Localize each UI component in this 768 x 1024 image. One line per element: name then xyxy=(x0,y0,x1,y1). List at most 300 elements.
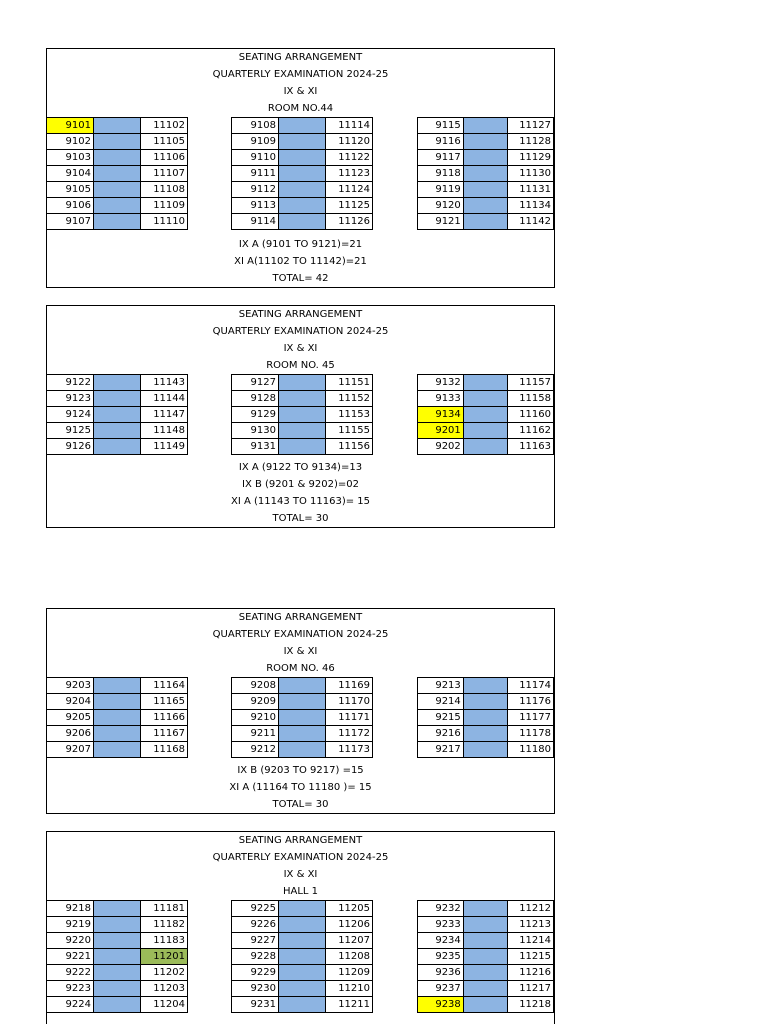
seat-block-2 xyxy=(231,900,373,1013)
class-label: IX & XI xyxy=(283,869,318,880)
seat-block-1 xyxy=(46,374,188,455)
seat-row xyxy=(232,439,373,455)
roll-xi-cell: 11160 xyxy=(507,407,553,423)
seat-fill-cell xyxy=(279,407,326,423)
seat-fill-cell xyxy=(94,742,141,758)
seat-fill-cell xyxy=(279,166,326,182)
footer-line: XI A (11143 TO 11163)= 15 xyxy=(230,496,371,507)
seat-fill-cell xyxy=(279,981,326,997)
roll-ix-cell: 9206 xyxy=(47,726,94,742)
roll-ix-cell: 9229 xyxy=(232,965,279,981)
seat-fill-cell xyxy=(94,949,141,965)
seat-fill-cell xyxy=(463,134,507,150)
seat-fill-cell xyxy=(463,182,507,198)
seat-row xyxy=(47,726,188,742)
seat-row xyxy=(418,375,554,391)
seat-fill-cell xyxy=(94,710,141,726)
seat-fill-cell xyxy=(463,981,507,997)
exam-title: QUARTERLY EXAMINATION 2024-25 xyxy=(212,69,389,80)
roll-ix-cell: 9125 xyxy=(47,423,94,439)
seat-row xyxy=(47,439,188,455)
seat-fill-cell xyxy=(279,949,326,965)
seat-fill-cell xyxy=(94,407,141,423)
seat-row xyxy=(232,134,373,150)
seat-row xyxy=(232,694,373,710)
seat-grid xyxy=(47,117,554,236)
roll-ix-cell: 9226 xyxy=(232,917,279,933)
roll-xi-cell: 11127 xyxy=(507,118,553,134)
roll-ix-cell: 9237 xyxy=(418,981,464,997)
roll-ix-cell: 9207 xyxy=(47,742,94,758)
roll-xi-cell: 11148 xyxy=(141,423,188,439)
roll-xi-cell: 11129 xyxy=(507,150,553,166)
roll-xi-cell: 11169 xyxy=(326,678,373,694)
roll-ix-cell: 9224 xyxy=(47,997,94,1013)
roll-xi-cell: 11110 xyxy=(141,214,188,230)
roll-ix-cell: 9127 xyxy=(232,375,279,391)
footer-line: XI A(11102 TO 11142)=21 xyxy=(234,256,367,267)
roll-xi-cell: 11203 xyxy=(141,981,188,997)
roll-xi-cell: 11143 xyxy=(141,375,188,391)
roll-ix-cell: 9122 xyxy=(47,375,94,391)
roll-ix-cell: 9113 xyxy=(232,198,279,214)
seat-grid xyxy=(47,677,554,762)
seat-row xyxy=(47,678,188,694)
roll-ix-cell: 9102 xyxy=(47,134,94,150)
roll-ix-cell: 9210 xyxy=(232,710,279,726)
roll-xi-cell: 11125 xyxy=(326,198,373,214)
roll-ix-cell: 9232 xyxy=(418,901,464,917)
roll-xi-cell: 11171 xyxy=(326,710,373,726)
roll-xi-cell: 11120 xyxy=(326,134,373,150)
roll-xi-cell: 11114 xyxy=(326,118,373,134)
seat-row xyxy=(232,166,373,182)
seat-row xyxy=(418,965,554,981)
roll-ix-cell: 9108 xyxy=(232,118,279,134)
seat-row xyxy=(232,726,373,742)
roll-xi-cell: 11152 xyxy=(326,391,373,407)
roll-xi-cell: 11167 xyxy=(141,726,188,742)
roll-xi-cell: 11166 xyxy=(141,710,188,726)
seat-fill-cell xyxy=(463,391,507,407)
roll-ix-cell: 9218 xyxy=(47,901,94,917)
seat-block-1 xyxy=(46,677,188,758)
seat-row xyxy=(47,981,188,997)
seat-row xyxy=(232,917,373,933)
class-label: IX & XI xyxy=(283,646,318,657)
seat-row xyxy=(418,423,554,439)
class-label: IX & XI xyxy=(283,86,318,97)
roll-xi-cell: 11213 xyxy=(507,917,553,933)
roll-ix-cell: 9115 xyxy=(418,118,464,134)
seat-block-2 xyxy=(231,117,373,230)
seat-row xyxy=(232,375,373,391)
class-label: IX & XI xyxy=(283,343,318,354)
seat-row xyxy=(47,917,188,933)
seat-row xyxy=(47,933,188,949)
seat-fill-cell xyxy=(279,917,326,933)
roll-ix-cell: 9231 xyxy=(232,997,279,1013)
exam-title: QUARTERLY EXAMINATION 2024-25 xyxy=(212,326,389,337)
seat-fill-cell xyxy=(94,694,141,710)
seat-fill-cell xyxy=(279,439,326,455)
seat-fill-cell xyxy=(463,965,507,981)
roll-ix-cell: 9129 xyxy=(232,407,279,423)
exam-title: QUARTERLY EXAMINATION 2024-25 xyxy=(212,852,389,863)
roll-ix-cell: 9112 xyxy=(232,182,279,198)
roll-xi-cell: 11107 xyxy=(141,166,188,182)
roll-ix-cell: 9235 xyxy=(418,949,464,965)
roll-ix-cell: 9131 xyxy=(232,439,279,455)
seat-fill-cell xyxy=(279,182,326,198)
seat-fill-cell xyxy=(279,214,326,230)
roll-ix-cell: 9110 xyxy=(232,150,279,166)
seat-row xyxy=(47,407,188,423)
seat-row xyxy=(47,198,188,214)
seat-fill-cell xyxy=(463,407,507,423)
roll-ix-cell: 9217 xyxy=(418,742,464,758)
roll-xi-cell: 11204 xyxy=(141,997,188,1013)
seat-fill-cell xyxy=(279,726,326,742)
exam-title: QUARTERLY EXAMINATION 2024-25 xyxy=(212,629,389,640)
roll-ix-cell: 9105 xyxy=(47,182,94,198)
seat-fill-cell xyxy=(279,710,326,726)
seat-row xyxy=(47,214,188,230)
seat-fill-cell xyxy=(463,423,507,439)
roll-xi-cell: 11155 xyxy=(326,423,373,439)
footer-line: IX B (9201 & 9202)=02 xyxy=(242,479,359,490)
seat-block-2 xyxy=(231,374,373,455)
roll-xi-cell: 11126 xyxy=(326,214,373,230)
roll-xi-cell: 11215 xyxy=(507,949,553,965)
roll-xi-cell: 11142 xyxy=(507,214,553,230)
seat-fill-cell xyxy=(463,118,507,134)
seat-row xyxy=(47,742,188,758)
roll-ix-cell: 9111 xyxy=(232,166,279,182)
room-label: ROOM NO. 46 xyxy=(266,663,335,674)
roll-xi-cell: 11168 xyxy=(141,742,188,758)
room-label: HALL 1 xyxy=(282,886,319,897)
roll-xi-cell: 11134 xyxy=(507,198,553,214)
roll-ix-cell: 9212 xyxy=(232,742,279,758)
seat-fill-cell xyxy=(463,917,507,933)
sheet-title: SEATING ARRANGEMENT xyxy=(238,835,363,846)
seat-row xyxy=(47,375,188,391)
seat-row xyxy=(232,214,373,230)
roll-ix-cell: 9222 xyxy=(47,965,94,981)
room-label: ROOM NO.44 xyxy=(267,103,334,114)
seat-row xyxy=(418,166,554,182)
seat-row xyxy=(232,198,373,214)
roll-ix-cell: 9238 xyxy=(418,997,464,1013)
seat-row xyxy=(47,949,188,965)
roll-xi-cell: 11218 xyxy=(507,997,553,1013)
roll-xi-cell: 11151 xyxy=(326,375,373,391)
roll-ix-cell: 9101 xyxy=(47,118,94,134)
seat-fill-cell xyxy=(279,198,326,214)
roll-xi-cell: 11209 xyxy=(326,965,373,981)
roll-xi-cell: 11149 xyxy=(141,439,188,455)
roll-ix-cell: 9211 xyxy=(232,726,279,742)
seat-row xyxy=(232,407,373,423)
seat-fill-cell xyxy=(94,965,141,981)
seat-fill-cell xyxy=(463,150,507,166)
roll-ix-cell: 9204 xyxy=(47,694,94,710)
roll-xi-cell: 11157 xyxy=(507,375,553,391)
roll-xi-cell: 11130 xyxy=(507,166,553,182)
sheet-title: SEATING ARRANGEMENT xyxy=(238,52,363,63)
seat-fill-cell xyxy=(279,391,326,407)
seat-row xyxy=(418,214,554,230)
roll-ix-cell: 9103 xyxy=(47,150,94,166)
roll-xi-cell: 11165 xyxy=(141,694,188,710)
seat-row xyxy=(232,997,373,1013)
seat-fill-cell xyxy=(94,439,141,455)
seat-row xyxy=(418,678,554,694)
roll-ix-cell: 9202 xyxy=(418,439,464,455)
roll-ix-cell: 9213 xyxy=(418,678,464,694)
seat-row xyxy=(47,710,188,726)
seat-row xyxy=(232,742,373,758)
roll-ix-cell: 9128 xyxy=(232,391,279,407)
seat-row xyxy=(418,439,554,455)
roll-xi-cell: 11206 xyxy=(326,917,373,933)
seat-fill-cell xyxy=(94,182,141,198)
seat-fill-cell xyxy=(279,965,326,981)
seat-row xyxy=(232,965,373,981)
seat-fill-cell xyxy=(463,949,507,965)
roll-xi-cell: 11108 xyxy=(141,182,188,198)
seat-block-3 xyxy=(417,374,554,455)
seat-fill-cell xyxy=(463,439,507,455)
seat-row xyxy=(232,901,373,917)
seat-row xyxy=(232,150,373,166)
roll-ix-cell: 9205 xyxy=(47,710,94,726)
roll-xi-cell: 11122 xyxy=(326,150,373,166)
seat-fill-cell xyxy=(463,997,507,1013)
seat-row xyxy=(47,166,188,182)
roll-xi-cell: 11217 xyxy=(507,981,553,997)
roll-ix-cell: 9216 xyxy=(418,726,464,742)
seat-block-2 xyxy=(231,677,373,758)
roll-xi-cell: 11208 xyxy=(326,949,373,965)
seat-fill-cell xyxy=(279,997,326,1013)
seat-fill-cell xyxy=(94,917,141,933)
roll-xi-cell: 11182 xyxy=(141,917,188,933)
seat-row xyxy=(418,742,554,758)
seat-row xyxy=(47,965,188,981)
footer-line: XI A (11164 TO 11180 )= 15 xyxy=(229,782,372,793)
seat-block-3 xyxy=(417,900,554,1013)
seat-row xyxy=(47,997,188,1013)
seat-fill-cell xyxy=(279,933,326,949)
seating-sheet-room-44 xyxy=(46,48,555,288)
seat-fill-cell xyxy=(94,933,141,949)
seat-row xyxy=(232,118,373,134)
roll-xi-cell: 11124 xyxy=(326,182,373,198)
seat-row xyxy=(418,118,554,134)
roll-ix-cell: 9132 xyxy=(418,375,464,391)
roll-ix-cell: 9214 xyxy=(418,694,464,710)
roll-xi-cell: 11174 xyxy=(507,678,553,694)
seat-row xyxy=(47,150,188,166)
roll-xi-cell: 11128 xyxy=(507,134,553,150)
seat-fill-cell xyxy=(463,742,507,758)
roll-xi-cell: 11170 xyxy=(326,694,373,710)
seat-fill-cell xyxy=(279,150,326,166)
seat-fill-cell xyxy=(94,198,141,214)
roll-xi-cell: 11183 xyxy=(141,933,188,949)
roll-xi-cell: 11173 xyxy=(326,742,373,758)
seat-row xyxy=(47,182,188,198)
roll-xi-cell: 11207 xyxy=(326,933,373,949)
total-line: TOTAL= 30 xyxy=(272,799,329,810)
seat-row xyxy=(418,182,554,198)
seat-fill-cell xyxy=(94,981,141,997)
seat-fill-cell xyxy=(94,134,141,150)
roll-ix-cell: 9133 xyxy=(418,391,464,407)
roll-ix-cell: 9208 xyxy=(232,678,279,694)
seat-row xyxy=(47,134,188,150)
seat-row xyxy=(418,198,554,214)
footer-line: IX A (9101 TO 9121)=21 xyxy=(238,239,363,250)
seat-fill-cell xyxy=(94,678,141,694)
roll-xi-cell: 11158 xyxy=(507,391,553,407)
roll-ix-cell: 9203 xyxy=(47,678,94,694)
seating-sheet-room-46 xyxy=(46,608,555,814)
seat-fill-cell xyxy=(279,901,326,917)
seat-fill-cell xyxy=(463,214,507,230)
footer-line: IX A (9122 TO 9134)=13 xyxy=(238,462,363,473)
seat-row xyxy=(418,981,554,997)
seat-row xyxy=(418,391,554,407)
roll-ix-cell: 9104 xyxy=(47,166,94,182)
seat-fill-cell xyxy=(279,118,326,134)
seat-fill-cell xyxy=(463,710,507,726)
seat-fill-cell xyxy=(94,375,141,391)
roll-ix-cell: 9117 xyxy=(418,150,464,166)
roll-ix-cell: 9234 xyxy=(418,933,464,949)
roll-ix-cell: 9123 xyxy=(47,391,94,407)
roll-ix-cell: 9201 xyxy=(418,423,464,439)
seat-row xyxy=(418,134,554,150)
roll-ix-cell: 9120 xyxy=(418,198,464,214)
sheet-title: SEATING ARRANGEMENT xyxy=(238,309,363,320)
seat-fill-cell xyxy=(94,214,141,230)
roll-xi-cell: 11172 xyxy=(326,726,373,742)
sheet-title: SEATING ARRANGEMENT xyxy=(238,612,363,623)
seat-block-1 xyxy=(46,900,188,1013)
roll-xi-cell: 11181 xyxy=(141,901,188,917)
roll-xi-cell: 11147 xyxy=(141,407,188,423)
roll-xi-cell: 11216 xyxy=(507,965,553,981)
seat-row xyxy=(418,917,554,933)
seat-row xyxy=(47,901,188,917)
total-line: TOTAL= 42 xyxy=(272,273,329,284)
roll-xi-cell: 11102 xyxy=(141,118,188,134)
roll-ix-cell: 9219 xyxy=(47,917,94,933)
roll-ix-cell: 9230 xyxy=(232,981,279,997)
seating-sheet-hall-1 xyxy=(46,831,555,1024)
seat-fill-cell xyxy=(463,933,507,949)
roll-xi-cell: 11201 xyxy=(141,949,188,965)
roll-ix-cell: 9107 xyxy=(47,214,94,230)
seat-row xyxy=(418,694,554,710)
seat-fill-cell xyxy=(94,391,141,407)
seat-row xyxy=(47,391,188,407)
roll-ix-cell: 9114 xyxy=(232,214,279,230)
roll-ix-cell: 9233 xyxy=(418,917,464,933)
seat-fill-cell xyxy=(279,678,326,694)
seat-fill-cell xyxy=(279,694,326,710)
roll-xi-cell: 11210 xyxy=(326,981,373,997)
seat-row xyxy=(47,694,188,710)
roll-ix-cell: 9126 xyxy=(47,439,94,455)
seat-block-3 xyxy=(417,117,554,230)
roll-xi-cell: 11180 xyxy=(507,742,553,758)
seat-fill-cell xyxy=(279,423,326,439)
total-line: TOTAL= 30 xyxy=(272,513,329,524)
roll-xi-cell: 11106 xyxy=(141,150,188,166)
seat-fill-cell xyxy=(463,198,507,214)
roll-ix-cell: 9209 xyxy=(232,694,279,710)
seat-row xyxy=(418,407,554,423)
roll-ix-cell: 9236 xyxy=(418,965,464,981)
seat-fill-cell xyxy=(463,694,507,710)
seat-grid xyxy=(47,374,554,459)
roll-ix-cell: 9220 xyxy=(47,933,94,949)
roll-xi-cell: 11144 xyxy=(141,391,188,407)
roll-xi-cell: 11131 xyxy=(507,182,553,198)
seat-fill-cell xyxy=(94,997,141,1013)
seat-fill-cell xyxy=(463,166,507,182)
roll-ix-cell: 9215 xyxy=(418,710,464,726)
seat-row xyxy=(232,182,373,198)
roll-xi-cell: 11123 xyxy=(326,166,373,182)
seat-fill-cell xyxy=(463,726,507,742)
roll-xi-cell: 11212 xyxy=(507,901,553,917)
seat-fill-cell xyxy=(94,423,141,439)
seat-fill-cell xyxy=(94,166,141,182)
roll-xi-cell: 11205 xyxy=(326,901,373,917)
seat-row xyxy=(232,391,373,407)
seat-row xyxy=(418,901,554,917)
seat-row xyxy=(418,997,554,1013)
roll-ix-cell: 9130 xyxy=(232,423,279,439)
seat-fill-cell xyxy=(94,118,141,134)
seat-row xyxy=(232,710,373,726)
roll-ix-cell: 9109 xyxy=(232,134,279,150)
roll-xi-cell: 11109 xyxy=(141,198,188,214)
seat-row xyxy=(418,949,554,965)
seat-fill-cell xyxy=(94,901,141,917)
footer-line: IX B (9203 TO 9217) =15 xyxy=(237,765,364,776)
room-label: ROOM NO. 45 xyxy=(266,360,335,371)
roll-xi-cell: 11214 xyxy=(507,933,553,949)
seat-fill-cell xyxy=(463,375,507,391)
seat-fill-cell xyxy=(463,678,507,694)
roll-xi-cell: 11156 xyxy=(326,439,373,455)
seat-row xyxy=(232,423,373,439)
seat-fill-cell xyxy=(279,375,326,391)
seat-block-1 xyxy=(46,117,188,230)
seat-row xyxy=(232,678,373,694)
roll-ix-cell: 9116 xyxy=(418,134,464,150)
seat-block-3 xyxy=(417,677,554,758)
roll-xi-cell: 11164 xyxy=(141,678,188,694)
roll-ix-cell: 9124 xyxy=(47,407,94,423)
seating-sheet-room-45 xyxy=(46,305,555,528)
